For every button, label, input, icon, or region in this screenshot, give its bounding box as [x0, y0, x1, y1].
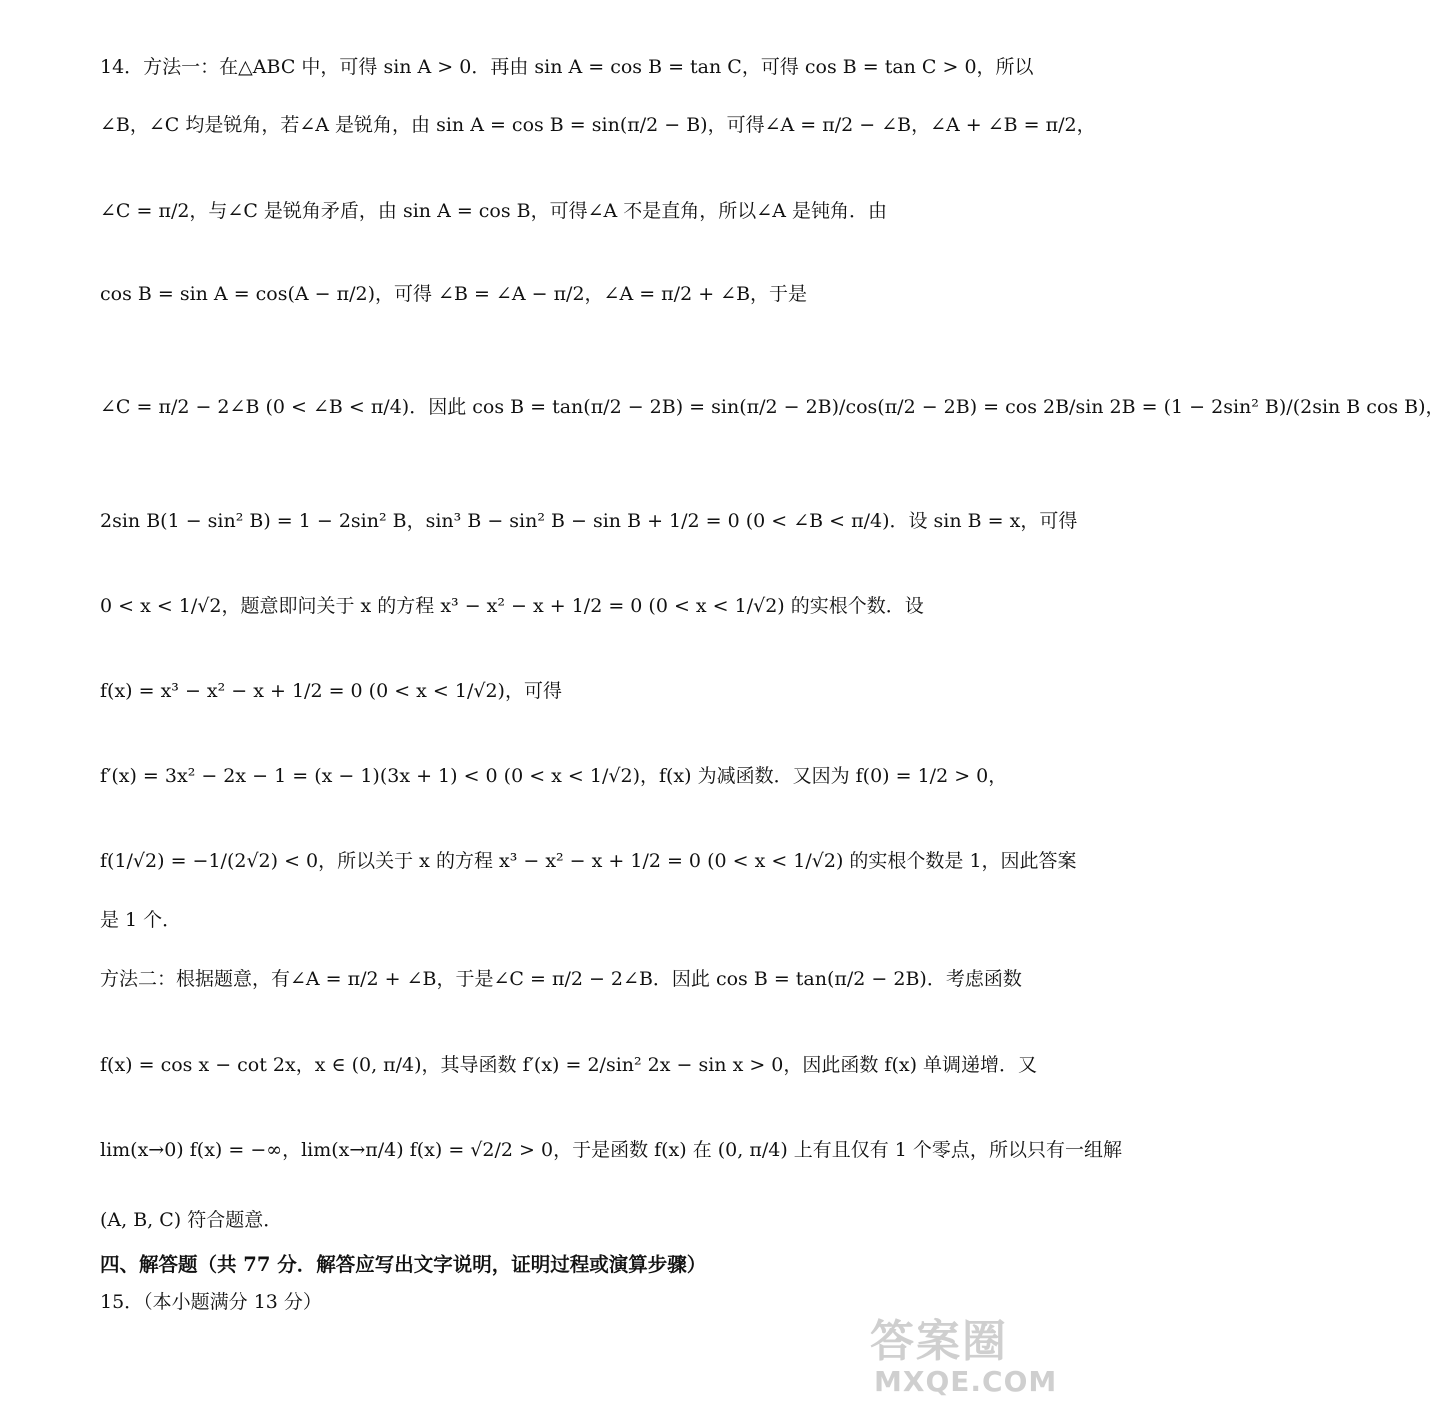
solution-line-1: 14．方法一：在△ABC 中，可得 sin A > 0．再由 sin A = cos B = tan C，可得 cos B = tan C > 0，所以 [100, 56, 1034, 78]
solution-line-7: 0 < x < 1/√2，题意即问关于 x 的方程 x³ − x² − x + 1/2 = 0 (0 < x < 1/√2) 的实根个数．设 [100, 595, 924, 617]
watermark-mark: 答案圈 [870, 1316, 1008, 1367]
solution-line-4: cos B = sin A = cos(A − π/2)，可得 ∠B = ∠A − π/2，∠A = π/2 + ∠B，于是 [100, 283, 808, 305]
section-heading: 四、解答题（共 77 分．解答应写出文字说明，证明过程或演算步骤） [100, 1253, 707, 1276]
solution-line-10: f(1/√2) = −1/(2√2) < 0，所以关于 x 的方程 x³ − x² − x + 1/2 = 0 (0 < x < 1/√2) 的实根个数是 1，因此答案 [100, 850, 1077, 872]
solution-line-6: 2sin B(1 − sin² B) = 1 − 2sin² B，sin³ B − sin² B − sin B + 1/2 = 0 (0 < ∠B < π/4)．设 sin B = x，可得 [100, 510, 1078, 532]
solution-line-11: 是 1 个． [100, 909, 182, 931]
solution-line-9: f′(x) = 3x² − 2x − 1 = (x − 1)(3x + 1) < 0 (0 < x < 1/√2)，f(x) 为减函数．又因为 f(0) = 1/2 > 0， [100, 765, 1008, 787]
solution-line-3: ∠C = π/2，与∠C 是锐角矛盾，由 sin A = cos B，可得∠A 不是直角，所以∠A 是钝角．由 [100, 200, 887, 222]
solution-line-5: ∠C = π/2 − 2∠B (0 < ∠B < π/4)．因此 cos B = tan(π/2 − 2B) = sin(π/2 − 2B)/cos(π/2 − 2B) = cos 2B/sin 2B = (1 − 2sin² B)/(2sin B cos B)， [100, 396, 1445, 418]
method-two-line-2: f(x) = cos x − cot 2x，x ∈ (0, π/4)，其导函数 f′(x) = 2/sin² 2x − sin x > 0，因此函数 f(x) 单调递增．又 [100, 1054, 1038, 1076]
method-two-line-3: lim(x→0) f(x) = −∞，lim(x→π/4) f(x) = √2/2 > 0，于是函数 f(x) 在 (0, π/4) 上有且仅有 1 个零点，所以只有一组解 [100, 1139, 1122, 1161]
method-two-line-1: 方法二：根据题意，有∠A = π/2 + ∠B，于是∠C = π/2 − 2∠B．因此 cos B = tan(π/2 − 2B)．考虑函数 [100, 968, 1022, 990]
solution-line-2: ∠B，∠C 均是锐角，若∠A 是锐角，由 sin A = cos B = sin(π/2 − B)，可得∠A = π/2 − ∠B，∠A + ∠B = π/2， [100, 114, 1096, 136]
watermark-logo [870, 1305, 1060, 1405]
method-two-line-4: (A, B, C) 符合题意． [100, 1209, 283, 1231]
solution-line-8: f(x) = x³ − x² − x + 1/2 = 0 (0 < x < 1/√2)，可得 [100, 680, 562, 702]
watermark-text: MXQE.COM [874, 1365, 1058, 1398]
problem-15-heading: 15．（本小题满分 13 分） [100, 1291, 322, 1313]
